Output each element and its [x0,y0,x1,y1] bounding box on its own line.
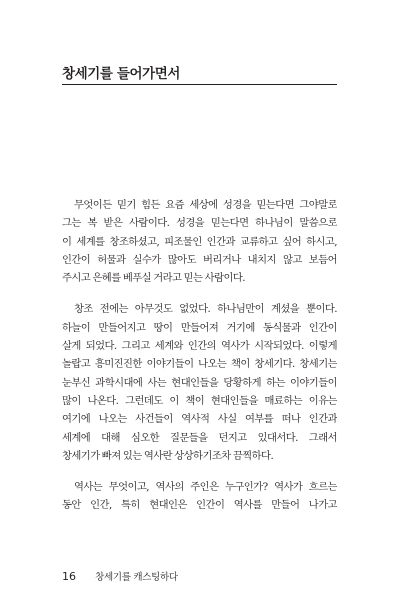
body-text [62,196,337,515]
section-heading: 창세기를 들어가면서 [62,66,181,82]
text-line: 눈부신 과학시대에 사는 현대인들을 당황하게 하는 이야기들이 [62,376,337,389]
text-line: 많이 나온다. 그런데도 이 책이 현대인들을 매료하는 이유는 [62,394,337,407]
paragraph-3 [62,478,337,515]
text-line: 역사는 무엇이고, 역사의 주인은 누구인가? 역사가 흐르는 [74,481,337,494]
text-line: 여기에 나오는 사건들이 역사적 사실 여부를 떠나 인간과 [62,413,337,426]
text-line: 동안 인간, 특히 현대인은 인간이 역사를 만들어 나가고 [62,499,337,512]
text-line: 창조 전에는 아무것도 없었다. 하나님만이 계셨을 뿐이다. [74,303,337,316]
heading-underline [62,84,337,85]
text-line: 이 세계를 창조하셨고, 피조물인 인간과 교류하고 싶어 하시고, [62,235,337,248]
text-line: 주시고 은혜를 베푸실 거라고 믿는 사람이다. [62,272,245,285]
page-footer [62,565,178,584]
text-line: 살게 되었다. 그리고 세계와 인간의 역사가 시작되었다. 이렇게 [62,340,337,353]
text-line: 창세기가 빠져 있는 역사란 상상하기조차 끔찍하다. [62,449,274,462]
running-title: 창세기를 캐스팅하다 [95,572,178,583]
text-line: 그는 복 받은 사람이다. 성경을 믿는다면 하나님이 말씀으로 [62,217,337,230]
text-line: 세계에 대해 심오한 질문들을 던지고 있대서다. 그래서 [62,431,337,444]
text-line: 하늘이 만들어지고 땅이 만들어져 거기에 동식물과 인간이 [62,321,337,334]
paragraph-2 [62,300,337,465]
page-number: 16 [62,570,76,583]
text-line: 무엇이든 믿기 힘든 요즘 세상에 성경을 믿는다면 그야말로 [74,199,337,211]
paragraph-1 [62,196,337,287]
text-line: 인간이 허물과 실수가 많아도 버리거나 내치지 않고 보듬어 [62,253,337,266]
text-line: 놀랍고 흥미진진한 이야기들이 나오는 책이 창세기다. 창세기는 [62,358,337,371]
